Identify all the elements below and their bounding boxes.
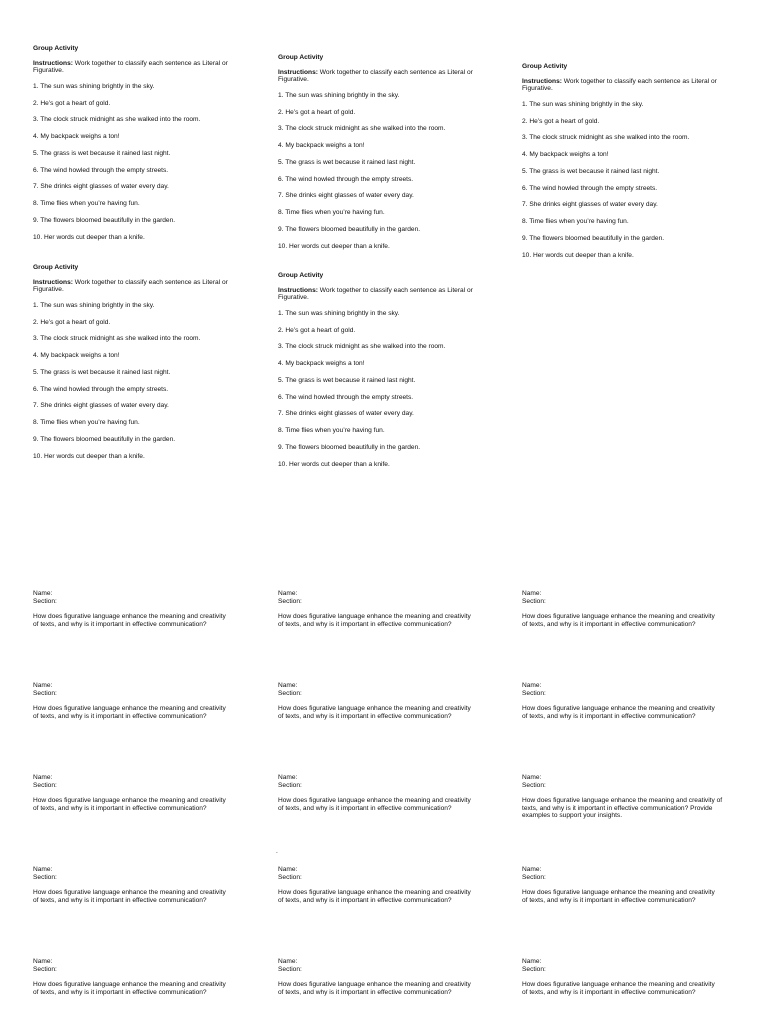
reflection-question: How does figurative language enhance the meaning and creativity of texts, and why is it important in effective communication? [522,705,715,720]
sentence-item: 5. The grass is wet because it rained last night. [278,376,416,384]
section-label: Section: [33,689,57,697]
reflection-question: How does figurative language enhance the meaning and creativity of texts, and why is it important in effective communication? [522,613,715,628]
reflection-card [33,774,233,812]
sentence-item: 3. The clock struck midnight as she walked into the room. [33,116,201,124]
activity-block [278,54,493,260]
activity-block [522,63,737,269]
name-label: Name: [278,866,298,873]
sentence-item: 4. My backpack weighs a ton! [278,142,365,150]
reflection-card [522,958,722,996]
reflection-card [33,958,233,996]
name-label: Name: [278,958,298,965]
section-label: Section: [33,873,57,881]
sentence-item: 2. He’s got a heart of gold. [278,326,356,334]
reflection-card [522,682,722,720]
name-label: Name: [522,590,542,597]
reflection-card [522,866,722,904]
name-label: Name: [278,590,298,597]
reflection-question: How does figurative language enhance the meaning and creativity of texts, and why is it important in effective communication? [522,889,715,904]
sentence-item: 9. The flowers bloomed beautifully in the garden. [278,226,421,234]
sentence-item: 2. He’s got a heart of gold. [278,108,356,116]
name-label: Name: [522,866,542,873]
name-label: Name: [522,958,542,965]
sentence-item: 4. My backpack weighs a ton! [278,360,365,368]
sentence-item: 3. The clock struck midnight as she walked into the room. [278,343,446,351]
sentence-item: 7. She drinks eight glasses of water every day. [278,192,414,200]
sentence-item: 2. He’s got a heart of gold. [522,117,600,125]
sentence-item: 6. The wind howled through the empty streets. [33,385,169,393]
sentence-item: 1. The sun was shining brightly in the sky. [278,91,400,99]
activity-title: Group Activity [33,264,79,271]
activity-instructions: Instructions: Work together to classify each sentence as Literal or Figurative. [278,68,473,84]
sentence-item: 6. The wind howled through the empty streets. [522,184,658,192]
sentence-item: 4. My backpack weighs a ton! [33,352,120,360]
sentence-item: 8. Time flies when you’re having fun. [278,427,385,435]
reflection-question: How does figurative language enhance the meaning and creativity of texts, and why is it important in effective communication? [278,705,471,720]
sentence-item: 10. Her words cut deeper than a knife. [278,460,390,468]
reflection-question: How does figurative language enhance the meaning and creativity of texts, and why is it important in effective communication? [278,613,471,628]
activity-title: Group Activity [278,272,324,279]
sentence-item: 8. Time flies when you’re having fun. [522,218,629,226]
sentence-item: 9. The flowers bloomed beautifully in the garden. [33,217,176,225]
sentence-item: 1. The sun was shining brightly in the sky. [278,309,400,317]
section-label: Section: [33,965,57,973]
section-label: Section: [278,873,302,881]
activity-title: Group Activity [278,54,324,61]
reflection-card [278,590,478,628]
sentence-item: 9. The flowers bloomed beautifully in the garden. [278,444,421,452]
name-label: Name: [33,866,53,873]
sentence-item: 2. He’s got a heart of gold. [33,318,111,326]
reflection-card [278,682,478,720]
section-label: Section: [522,597,546,605]
activity-block [33,264,248,470]
sentence-item: 10. Her words cut deeper than a knife. [33,452,145,460]
name-label: Name: [33,682,53,689]
reflection-question: How does figurative language enhance the meaning and creativity of texts, and why is it important in effective communication? [278,889,471,904]
reflection-question: How does figurative language enhance the meaning and creativity of texts, and why is it important in effective communication? [33,705,226,720]
reflection-card [33,682,233,720]
reflection-card [278,958,478,996]
activity-instructions: Instructions: Work together to classify each sentence as Literal or Figurative. [278,286,473,302]
activity-instructions: Instructions: Work together to classify each sentence as Literal or Figurative. [33,278,228,294]
sentence-item: 6. The wind howled through the empty streets. [278,393,414,401]
reflection-question: How does figurative language enhance the meaning and creativity of texts, and why is it important in effective communication? [278,797,471,812]
sentence-item: 6. The wind howled through the empty streets. [33,166,169,174]
reflection-card [33,866,233,904]
section-label: Section: [278,689,302,697]
sentence-item: 10. Her words cut deeper than a knife. [522,251,634,259]
section-label: Section: [522,873,546,881]
sentence-item: 9. The flowers bloomed beautifully in the garden. [33,436,176,444]
sentence-item: 10. Her words cut deeper than a knife. [33,233,145,241]
name-label: Name: [33,774,53,781]
stray-mark: . [276,848,278,855]
sentence-item: 4. My backpack weighs a ton! [33,133,120,141]
reflection-card [278,774,478,812]
reflection-question: How does figurative language enhance the meaning and creativity of texts, and why is it important in effective communication? [278,981,471,996]
sentence-item: 10. Her words cut deeper than a knife. [278,242,390,250]
name-label: Name: [278,682,298,689]
sentence-item: 7. She drinks eight glasses of water every day. [33,183,169,191]
section-label: Section: [522,781,546,789]
sentence-item: 1. The sun was shining brightly in the sky. [33,82,155,90]
sentence-item: 1. The sun was shining brightly in the sky. [522,100,644,108]
sentence-item: 8. Time flies when you’re having fun. [33,200,140,208]
section-label: Section: [278,965,302,973]
sentence-item: 3. The clock struck midnight as she walked into the room. [278,125,446,133]
reflection-card [522,774,732,820]
sentence-item: 9. The flowers bloomed beautifully in the garden. [522,235,665,243]
reflection-question: How does figurative language enhance the meaning and creativity of texts, and why is it important in effective communication? [33,889,226,904]
reflection-question: How does figurative language enhance the meaning and creativity of texts, and why is it important in effective communication? [33,797,226,812]
name-label: Name: [33,958,53,965]
activity-instructions: Instructions: Work together to classify each sentence as Literal or Figurative. [33,59,228,75]
activity-title: Group Activity [33,45,79,52]
section-label: Section: [33,597,57,605]
name-label: Name: [522,774,542,781]
sentence-item: 8. Time flies when you’re having fun. [33,419,140,427]
sentence-item: 5. The grass is wet because it rained last night. [278,158,416,166]
sentence-item: 8. Time flies when you’re having fun. [278,209,385,217]
name-label: Name: [33,590,53,597]
reflection-question-extended: How does figurative language enhance the meaning and creativity of texts, and why is it important in effective communication? Provide examples to support your insights. [522,797,723,820]
sentence-item: 3. The clock struck midnight as she walked into the room. [522,134,690,142]
reflection-card [33,590,233,628]
section-label: Section: [522,965,546,973]
sentence-item: 7. She drinks eight glasses of water every day. [278,410,414,418]
activity-block [278,272,493,478]
name-label: Name: [278,774,298,781]
sentence-item: 5. The grass is wet because it rained last night. [33,149,171,157]
section-label: Section: [522,689,546,697]
sentence-item: 3. The clock struck midnight as she walked into the room. [33,335,201,343]
activity-title: Group Activity [522,63,568,70]
activity-block [33,45,248,251]
sentence-item: 5. The grass is wet because it rained last night. [33,368,171,376]
reflection-question: How does figurative language enhance the meaning and creativity of texts, and why is it important in effective communication? [33,981,226,996]
sentence-item: 1. The sun was shining brightly in the sky. [33,301,155,309]
name-label: Name: [522,682,542,689]
sentence-item: 5. The grass is wet because it rained last night. [522,167,660,175]
reflection-question: How does figurative language enhance the meaning and creativity of texts, and why is it important in effective communication? [522,981,715,996]
sentence-item: 2. He’s got a heart of gold. [33,99,111,107]
sentence-item: 7. She drinks eight glasses of water every day. [33,402,169,410]
sentence-item: 6. The wind howled through the empty streets. [278,175,414,183]
section-label: Section: [278,781,302,789]
section-label: Section: [33,781,57,789]
activity-instructions: Instructions: Work together to classify each sentence as Literal or Figurative. [522,77,717,93]
reflection-card [522,590,722,628]
reflection-question: How does figurative language enhance the meaning and creativity of texts, and why is it important in effective communication? [33,613,226,628]
sentence-item: 7. She drinks eight glasses of water every day. [522,201,658,209]
sentence-item: 4. My backpack weighs a ton! [522,151,609,159]
section-label: Section: [278,597,302,605]
reflection-card [278,866,478,904]
